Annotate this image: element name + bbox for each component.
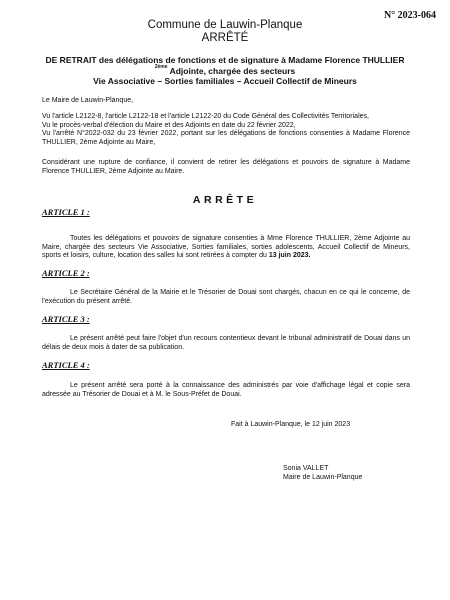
article-4-title: ARTICLE 4 : (42, 360, 90, 370)
article-1-text (42, 235, 410, 261)
signatory-title: Maire de Lauwin-Planque (283, 474, 363, 481)
subject-line-3: Vie Associative – Sorties familiales – Accueil Collectif de Mineurs (93, 76, 357, 86)
article-2-title: ARTICLE 2 : (42, 268, 90, 278)
intro-text: Le Maire de Lauwin-Planque, (42, 97, 134, 104)
arrete-heading: ARRÊTE (192, 194, 258, 206)
subject-line-2-sup: 2ème (154, 63, 168, 70)
article-1-effective-date: 13 juin 2023. (268, 252, 311, 260)
commune-name: Commune de Lauwin-Planque (147, 19, 303, 31)
subject-block (30, 55, 420, 87)
done-at-line: Fait à Lauwin-Planque, le 12 juin 2023 (231, 421, 351, 428)
article-1-title: ARTICLE 1 : (42, 207, 90, 217)
article-3-title: ARTICLE 3 : (42, 314, 90, 324)
visa-3: Vu l'arrêté N°2022-032 du 23 février 2022, portant sur les délégations de fonctions consenties à Madame Florence THULLIER, 2ème Adjointe au Maire, (42, 130, 410, 146)
visa-1: Vu l'article L2122-8, l'article L2122-18 et l'article L2122-20 du Code Général des Collectivités Territoriales, (42, 113, 369, 120)
visas-block (42, 113, 410, 147)
subject-line-2 (30, 63, 420, 77)
signature-block (283, 464, 362, 482)
document-number: N° 2023-064 (383, 10, 436, 21)
article-2-text: Le Secrétaire Général de la Mairie et le Trésorier de Douai sont chargés, chacun en ce qui le concerne, de l'exécution du présent arrêté. (42, 289, 410, 305)
visa-2: Vu le procès-verbal d'élection du Maire et des Adjoints en date du 22 février 2022, (42, 121, 296, 129)
article-3-text: Le présent arrêté peut faire l'objet d'un recours contentieux devant le tribunal administratif de Douai dans un délais de deux mois à dater de sa publication. (42, 335, 410, 351)
considering-text: Considérant une rupture de confiance, il convient de retirer les délégations et pouvoirs de signature à Madame Florence THULLIER, 2ème Adjointe au Maire. (42, 159, 410, 175)
signatory-name: Sonia VALLET (283, 465, 329, 472)
article-1-body: Toutes les délégations et pouvoirs de signature consenties à Mme Florence THULLIER, 2ème Adjointe au Maire, chargée des secteurs Vie Associative, Sorties familiales, sorties adolescents, Accueil Collectif de Mineurs, sports et loisirs, culture, location des salles lui sont retirées à compter du (42, 235, 410, 260)
subject-line-2-rest: Adjointe, chargée des secteurs (167, 65, 296, 76)
subject-line-1: DE RETRAIT des délégations de fonctions et de signature à Madame Florence THULLIER (45, 55, 405, 65)
article-4-text: Le présent arrêté sera porté à la connaissance des administrés par voie d'affichage légal et copie sera adressée au Trésorier de Douai et à M. le Sous-Préfet de Douai. (42, 382, 410, 398)
document-header (0, 19, 450, 45)
document-type: ARRÊTÉ (201, 32, 249, 44)
